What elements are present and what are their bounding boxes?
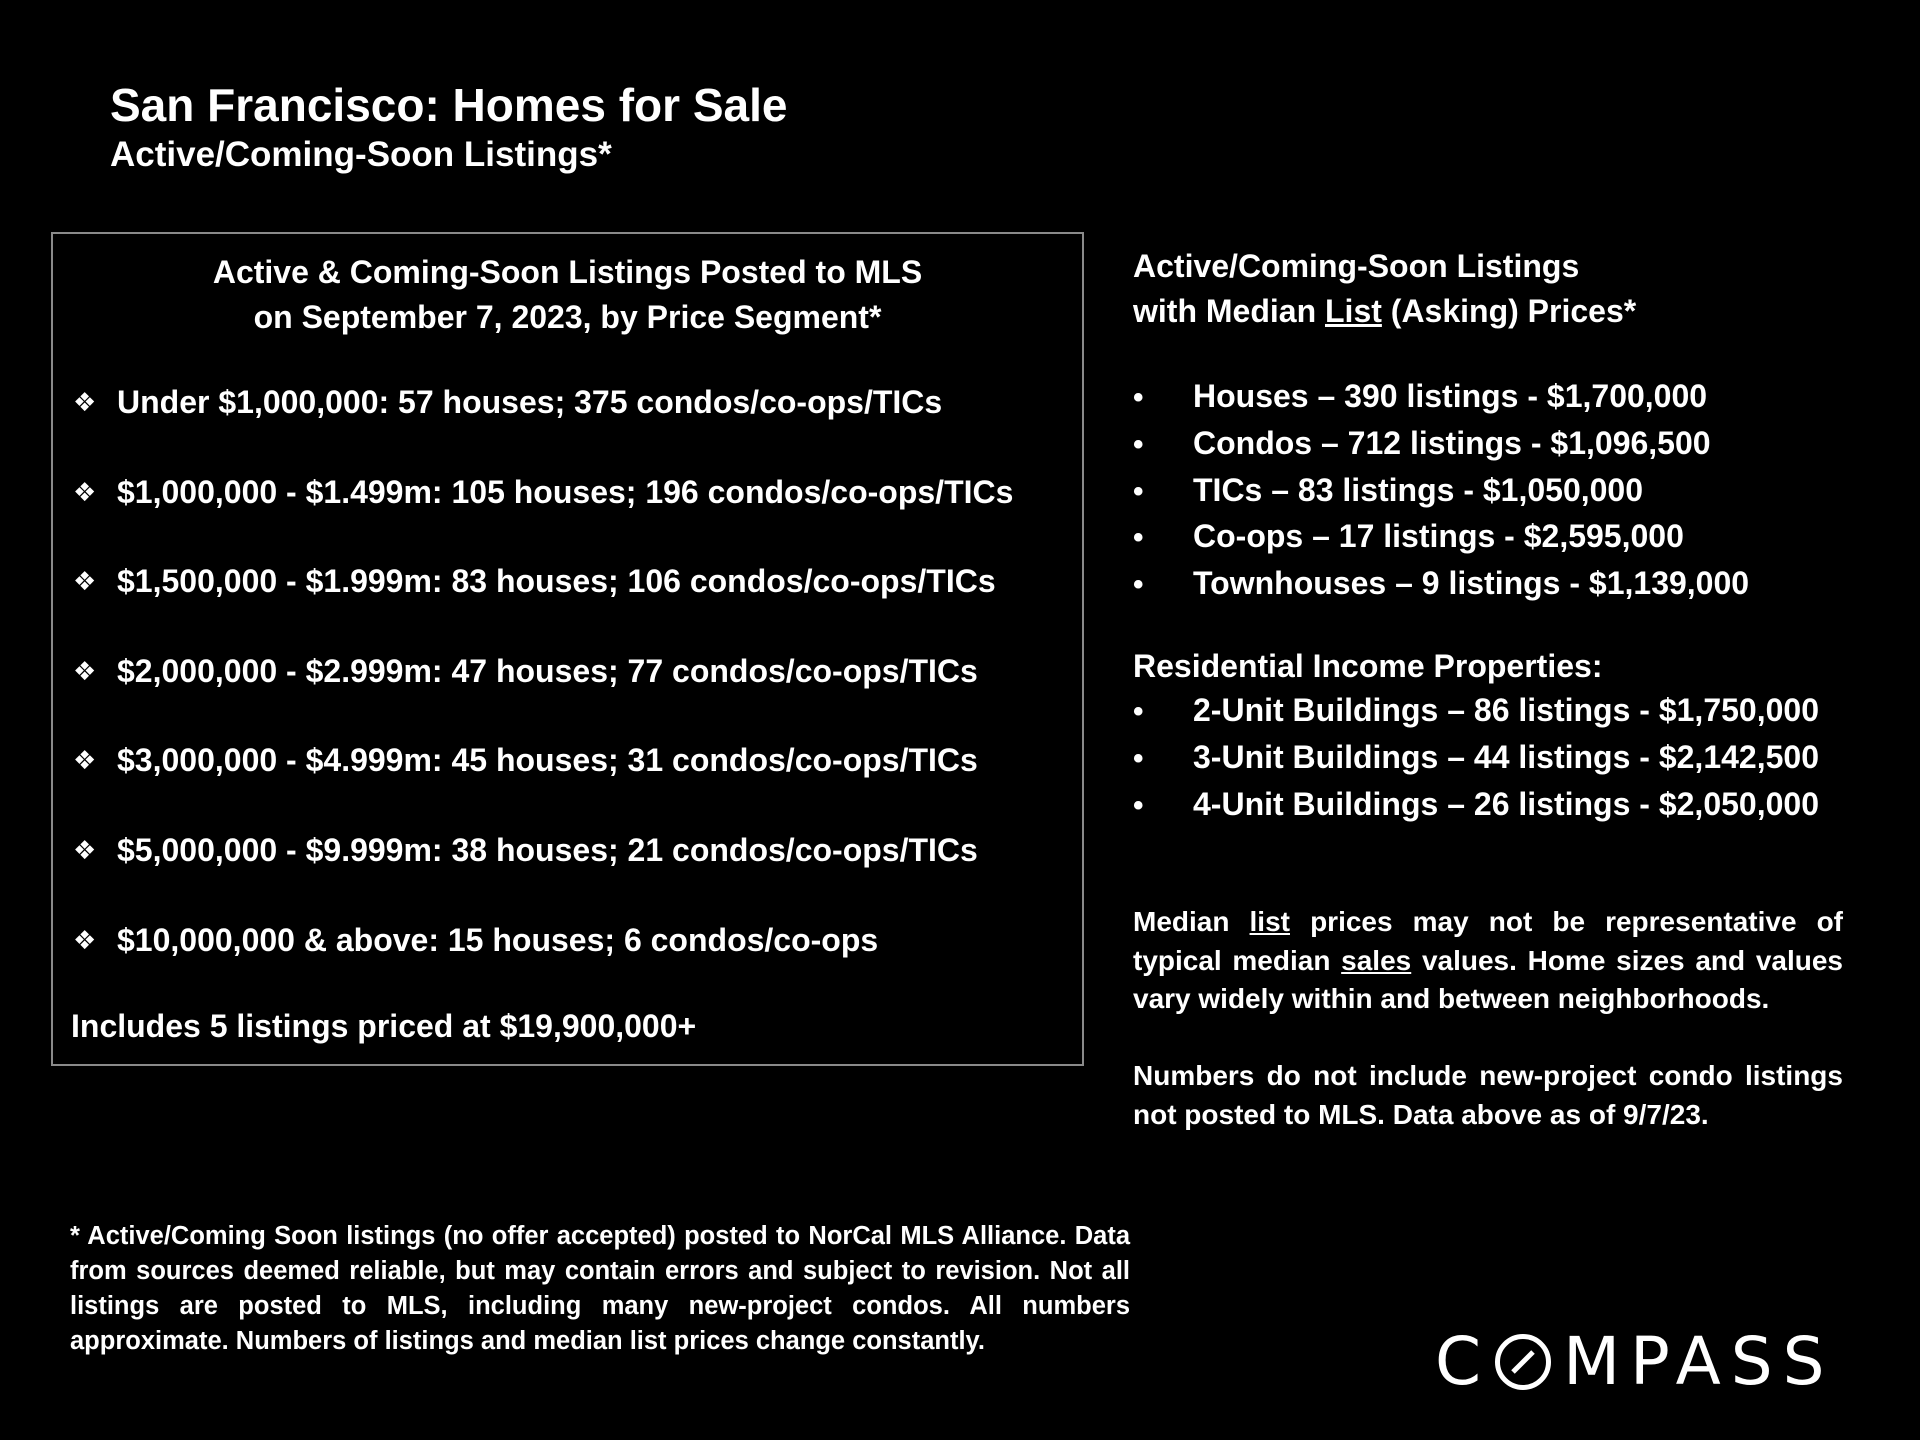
median-price-list: [1133, 374, 1749, 608]
footnote: * Active/Coming Soon listings (no offer accepted) posted to NorCal MLS Alliance. Data from sources deemed reliable, but may contain errors and subject to revision. Not all listings are posted to MLS, including many new-project condos. All numbers approximate. Numbers of listings and median list prices change constantly.: [70, 1222, 1130, 1355]
bullet-dot-icon: •: [1133, 474, 1144, 508]
bullet-dot-icon: •: [1133, 427, 1144, 461]
list-item: [1133, 782, 1819, 829]
segment-text: $2,000,000 - $2.999m: 47 houses; 77 condos/co-ops/TICs: [117, 652, 978, 689]
median-price-heading: [1133, 244, 1636, 334]
diamond-bullet-icon: ❖: [73, 745, 97, 776]
bullet-dot-icon: •: [1133, 568, 1144, 602]
price-segment-heading-line2: on September 7, 2023, by Price Segment*: [253, 299, 882, 335]
compass-logo: [1435, 1323, 1835, 1400]
diamond-bullet-icon: ❖: [73, 655, 97, 686]
list-item: [73, 649, 1013, 739]
income-properties-list: [1133, 688, 1819, 828]
bullet-dot-icon: •: [1133, 788, 1144, 822]
diamond-bullet-icon: ❖: [73, 387, 97, 417]
segment-text: $5,000,000 - $9.999m: 38 houses; 21 condos/co-ops/TICs: [117, 831, 978, 868]
bullet-dot-icon: •: [1133, 381, 1144, 414]
diamond-bullet-icon: ❖: [73, 476, 97, 507]
logo-text-end: MPASS: [1563, 1323, 1835, 1400]
list-item: [73, 918, 1013, 1008]
price-segment-panel: [51, 232, 1084, 1066]
list-item: [1133, 688, 1819, 735]
disclaimer-text: prices may not be representative of typical median: [1133, 906, 1844, 976]
segment-text: $1,500,000 - $1.999m: 83 houses; 106 condos/co-ops/TICs: [117, 563, 996, 600]
median-item-text: Houses – 390 listings - $1,700,000: [1193, 378, 1708, 414]
bullet-dot-icon: •: [1133, 521, 1144, 555]
list-item: [1133, 514, 1749, 561]
logo-wordmark: [1435, 1323, 1835, 1400]
list-item: [1133, 468, 1749, 515]
page-title: San Francisco: Homes for Sale: [110, 79, 788, 131]
list-item: [73, 380, 1013, 470]
high-end-note: Includes 5 listings priced at $19,900,000+: [71, 1008, 697, 1044]
median-disclaimer: [1133, 903, 1843, 1019]
median-item-text: Condos – 712 listings - $1,096,500: [1193, 424, 1711, 461]
list-item: [1133, 561, 1749, 608]
median-heading-pre: with Median: [1133, 293, 1325, 329]
median-heading-post: (Asking) Prices*: [1381, 293, 1637, 329]
disclaimer-text: Median: [1133, 906, 1250, 937]
median-heading-line2: [1133, 289, 1636, 334]
disclaimer-underlined-list: list: [1249, 906, 1290, 937]
page-subtitle: Active/Coming-Soon Listings*: [110, 135, 612, 174]
list-item: [73, 828, 1013, 918]
income-item-text: 2-Unit Buildings – 86 listings - $1,750,000: [1193, 692, 1819, 728]
compass-o-icon: [1493, 1332, 1553, 1392]
segment-text: $3,000,000 - $4.999m: 45 houses; 31 condos/co-ops/TICs: [117, 742, 978, 779]
list-item: [1133, 735, 1819, 782]
bullet-dot-icon: •: [1133, 741, 1144, 775]
income-properties-heading: Residential Income Properties:: [1133, 648, 1603, 684]
data-date-disclaimer: Numbers do not include new-project condo listings not posted to MLS. Data above as of 9/7/23.: [1133, 1060, 1843, 1130]
price-segment-list: [73, 380, 1013, 1007]
median-item-text: Co-ops – 17 listings - $2,595,000: [1193, 518, 1684, 555]
median-item-text: TICs – 83 listings - $1,050,000: [1193, 471, 1644, 508]
price-segment-heading-line1: Active & Coming-Soon Listings Posted to MLS: [212, 254, 923, 290]
bullet-dot-icon: •: [1133, 695, 1144, 728]
disclaimer-underlined-sales: sales: [1341, 944, 1412, 976]
segment-text: $10,000,000 & above: 15 houses; 6 condos/co-ops: [117, 921, 879, 958]
income-item-text: 3-Unit Buildings – 44 listings - $2,142,500: [1193, 738, 1819, 775]
list-item: [73, 470, 1013, 560]
list-item: [73, 738, 1013, 828]
list-item: [73, 559, 1013, 649]
list-item: [1133, 374, 1749, 421]
income-item-text: 4-Unit Buildings – 26 listings - $2,050,000: [1193, 785, 1819, 822]
list-item: [1133, 421, 1749, 468]
logo-text-start: C: [1435, 1323, 1492, 1400]
segment-text: $1,000,000 - $1.499m: 105 houses; 196 condos/co-ops/TICs: [117, 473, 1014, 510]
segment-text: Under $1,000,000: 57 houses; 375 condos/co-ops/TICs: [117, 384, 943, 420]
diamond-bullet-icon: ❖: [73, 834, 97, 865]
median-heading-line1: Active/Coming-Soon Listings: [1133, 248, 1580, 284]
median-item-text: Townhouses – 9 listings - $1,139,000: [1193, 565, 1750, 602]
disclaimer-text: values. Home sizes and values vary widely within and between neighborhoods.: [1133, 944, 1843, 1014]
diamond-bullet-icon: ❖: [73, 566, 97, 597]
diamond-bullet-icon: ❖: [73, 924, 97, 955]
median-heading-underlined: List: [1325, 293, 1382, 329]
price-segment-heading: [53, 250, 1082, 340]
